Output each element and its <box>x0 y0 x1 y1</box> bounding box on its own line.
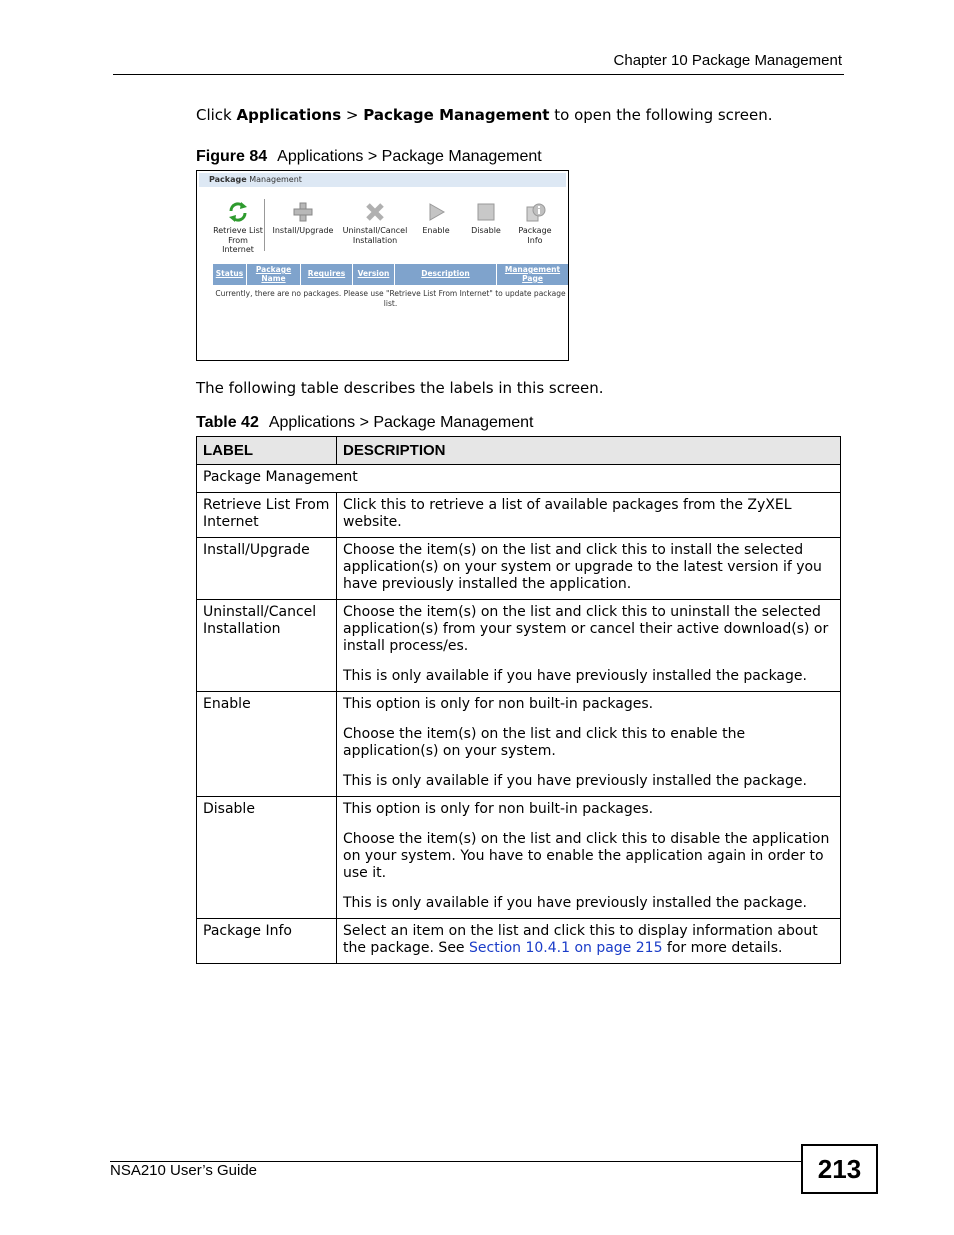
description-paragraph: Choose the item(s) on the list and click this to install the selected application(s) on your system or upgrade to the latest version if you have previously installed the application. <box>343 542 822 592</box>
enable-button[interactable] <box>417 201 455 236</box>
description-paragraph: This option is only for non built-in packages. <box>343 801 654 817</box>
uninstall-cancel-button[interactable] <box>339 201 411 245</box>
description-paragraph: Choose the item(s) on the list and click this to uninstall the selected application(s) from your system or cancel their active download(s) or install process/es. <box>343 604 829 654</box>
install-upgrade-button[interactable] <box>267 201 339 236</box>
label-description-table <box>196 436 841 964</box>
col-status[interactable]: Status <box>213 264 247 285</box>
stop-icon <box>475 201 497 223</box>
disable-button[interactable] <box>465 201 507 236</box>
row-label: Install/Upgrade <box>197 538 337 600</box>
row-label: Uninstall/Cancel Installation <box>197 600 337 692</box>
table-row <box>197 919 841 964</box>
panel-title-bar <box>199 173 566 187</box>
panel-title-rest: Management <box>246 175 302 184</box>
install-upgrade-label: Install/Upgrade <box>272 226 334 235</box>
table-row <box>197 797 841 919</box>
intro-prefix: Click <box>196 106 237 124</box>
intro-bold-package-management: Package Management <box>363 106 550 124</box>
description-paragraph: This is only available if you have previously installed the package. <box>343 773 807 789</box>
page-number: 213 <box>801 1144 878 1194</box>
guide-title: NSA210 User’s Guide <box>110 1162 258 1179</box>
row-description <box>337 493 841 538</box>
empty-list-message: Currently, there are no packages. Please use "Retrieve List From Internet" to update package list. <box>215 289 566 308</box>
description-paragraph: Choose the item(s) on the list and click this to disable the application on your system. You have to enable the application again in order to use it. <box>343 831 830 881</box>
row-label: Enable <box>197 692 337 797</box>
intro-suffix: to open the following screen. <box>549 106 773 124</box>
section-row-label: Package Management <box>197 465 841 493</box>
toolbar-separator <box>264 199 265 251</box>
row-description <box>337 538 841 600</box>
intro-paragraph <box>196 106 773 124</box>
chapter-header: Chapter 10 Package Management <box>613 52 842 69</box>
info-icon <box>524 201 546 223</box>
figure-number: Figure 84 <box>196 148 268 165</box>
figure-title: Applications > Package Management <box>277 148 542 165</box>
figure-caption <box>196 148 542 166</box>
package-list-header <box>213 264 568 285</box>
table-number: Table 42 <box>196 414 259 431</box>
table-caption <box>196 414 533 432</box>
col-description[interactable]: Description <box>395 264 497 285</box>
table-title: Applications > Package Management <box>268 414 534 431</box>
section-row <box>197 465 841 493</box>
desc-pre: Select an item on the list and click this to display information about the package. See <box>343 923 818 956</box>
intro-separator: > <box>341 106 364 124</box>
description-paragraph: Click this to retrieve a list of available packages from the ZyXEL website. <box>343 497 792 530</box>
table-header-row <box>197 437 841 465</box>
plus-icon <box>292 201 314 223</box>
col-requires[interactable]: Requires <box>301 264 353 285</box>
description-paragraph: This is only available if you have previously installed the package. <box>343 895 807 911</box>
disable-label: Disable <box>471 226 501 235</box>
row-description <box>337 692 841 797</box>
retrieve-list-label: Retrieve List From Internet <box>213 226 263 254</box>
table-intro-text: The following table describes the labels in this screen. <box>196 379 604 397</box>
row-label: Package Info <box>197 919 337 964</box>
row-description <box>337 797 841 919</box>
uninstall-cancel-label: Uninstall/Cancel Installation <box>342 226 408 245</box>
package-management-screenshot <box>196 170 569 361</box>
table-row <box>197 538 841 600</box>
package-info-label: Package Info <box>518 226 552 245</box>
x-icon <box>364 201 386 223</box>
row-description <box>337 600 841 692</box>
package-info-button[interactable] <box>513 201 557 245</box>
table-row <box>197 493 841 538</box>
description-paragraph: This option is only for non built-in packages. <box>343 696 654 712</box>
description-paragraph: This is only available if you have previously installed the package. <box>343 668 807 684</box>
table-row <box>197 600 841 692</box>
enable-label: Enable <box>422 226 450 235</box>
desc-post: for more details. <box>662 940 783 956</box>
col-version[interactable]: Version <box>353 264 395 285</box>
row-label: Disable <box>197 797 337 919</box>
retrieve-list-button[interactable] <box>211 201 265 255</box>
header-rule <box>113 74 844 75</box>
row-label: Retrieve List From Internet <box>197 493 337 538</box>
panel-title-bold: Package <box>209 175 247 184</box>
table-row <box>197 692 841 797</box>
label-column-header: LABEL <box>197 437 337 465</box>
row-description <box>337 919 841 964</box>
play-icon <box>425 201 447 223</box>
refresh-arrows-icon <box>227 201 249 223</box>
intro-bold-applications: Applications <box>236 106 342 124</box>
section-link[interactable]: Section 10.4.1 on page 215 <box>469 940 663 956</box>
col-package-name[interactable]: Package Name <box>247 264 301 285</box>
description-paragraph: Choose the item(s) on the list and click this to enable the application(s) on your system. <box>343 726 746 759</box>
description-column-header: DESCRIPTION <box>337 437 841 465</box>
col-management-page[interactable]: Management Page <box>497 264 568 285</box>
